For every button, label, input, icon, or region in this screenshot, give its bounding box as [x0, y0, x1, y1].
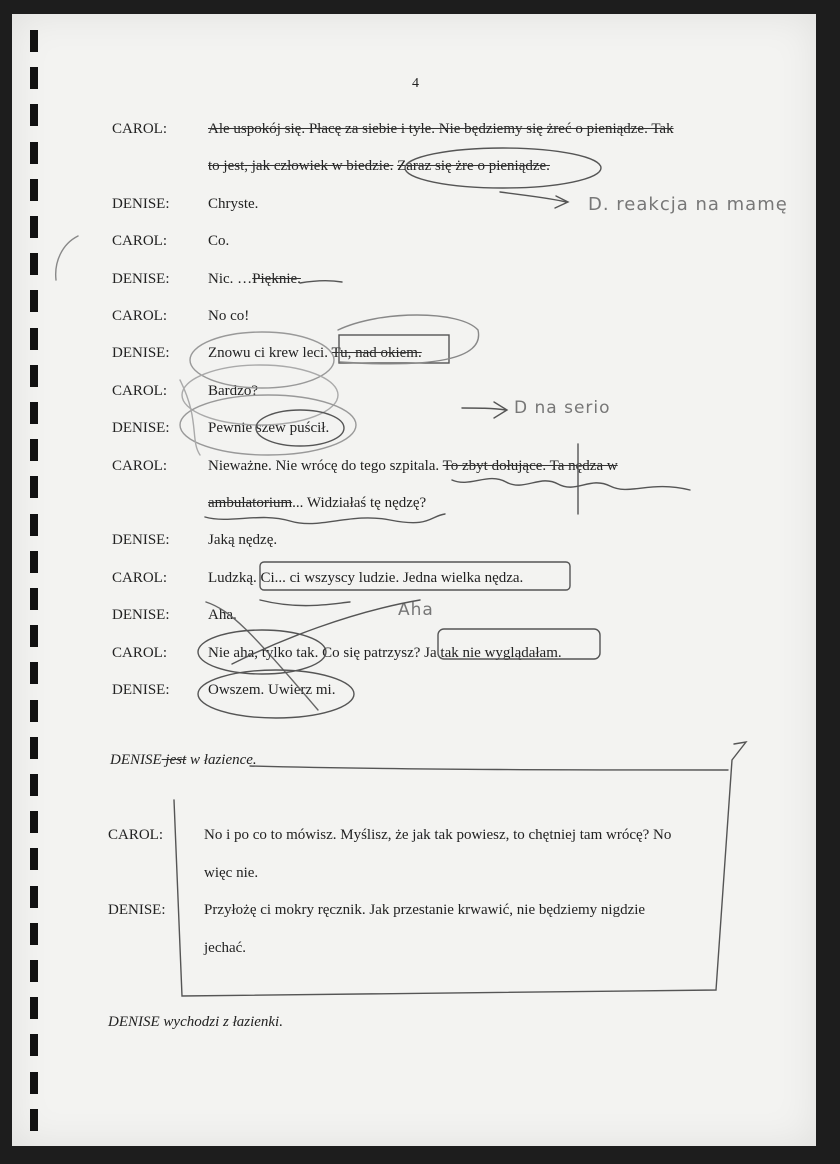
line-text: Nie aha, tylko tak. Co się patrzysz? Ja tak nie wyglądałam.	[208, 644, 562, 661]
dialogue-line	[208, 495, 426, 512]
stage-direction-rest: w łazience.	[186, 752, 257, 768]
dialogue-line	[208, 158, 550, 175]
speaker-label: DENISE:	[112, 345, 170, 362]
struck-text: Pięknie.	[252, 270, 301, 287]
line-text: ... Widziałaś tę nędzę?	[292, 495, 427, 511]
dialogue-line	[208, 420, 329, 437]
handwritten-note-serious: D na serio	[514, 398, 611, 418]
speaker-label: DENISE:	[112, 682, 170, 698]
struck-text: to jest, jak człowiek w biedzie.	[208, 158, 394, 175]
stage-direction-struck: jest	[161, 752, 187, 768]
struck-text: To zbyt dołujące. Ta nędza w	[442, 457, 618, 474]
dialogue-line	[208, 458, 618, 475]
line-text: Co.	[208, 233, 230, 250]
dialogue-line: więc nie.	[204, 864, 259, 881]
speaker-label: DENISE:	[112, 532, 170, 549]
page-number: 4	[412, 76, 419, 91]
speaker-label: CAROL:	[112, 457, 168, 474]
dialogue-line	[208, 121, 674, 138]
dialogue-line	[208, 383, 258, 400]
dialogue-line	[208, 308, 249, 325]
line-text: Bardzo?	[208, 382, 258, 399]
dialogue-line	[208, 196, 258, 213]
speaker-label: CAROL:	[112, 121, 168, 137]
struck-text: ambulatorium	[208, 495, 293, 511]
line-text: Ludzką. Ci... ci wszyscy ludzie. Jedna wielka nędza.	[208, 569, 524, 586]
speaker-label: CAROL:	[112, 382, 168, 399]
struck-text: Ale uspokój się. Płacę za siebie i tyle. Nie będziemy się żreć o pieniądze. Tak	[208, 121, 674, 137]
dialogue-line: jechać.	[204, 939, 247, 956]
dialogue-line	[208, 532, 277, 549]
line-text: Jaką nędzę.	[208, 532, 278, 549]
handwritten-note-aha: Aha	[398, 600, 434, 620]
line-text: Pewnie szew puścił.	[208, 420, 330, 437]
handwritten-note-reaction: D. reakcja na mamę	[588, 194, 788, 215]
stage-direction-name: DENISE	[110, 752, 162, 768]
dialogue-line	[208, 607, 237, 624]
line-text: No co!	[208, 308, 250, 324]
speaker-label: DENISE:	[112, 270, 170, 287]
speaker-label: CAROL:	[112, 308, 168, 324]
speaker-label: DENISE:	[112, 607, 170, 624]
dialogue-line: Przyłożę ci mokry ręcznik. Jak przestanie krwawić, nie będziemy nigdzie	[204, 902, 646, 918]
speaker-label: CAROL:	[112, 233, 168, 250]
dialogue-line	[208, 271, 301, 288]
line-text: Chryste.	[208, 195, 259, 212]
struck-text: Tu, nad okiem.	[331, 345, 422, 362]
speaker-label: DENISE:	[112, 195, 170, 212]
line-text: Aha.	[208, 607, 237, 624]
stage-direction	[110, 752, 257, 769]
dialogue-line: No i po co to mówisz. Myślisz, że jak tak powiesz, to chętniej tam wrócę? No	[204, 827, 672, 843]
speaker-label: DENISE:	[108, 902, 166, 918]
speaker-label: CAROL:	[112, 569, 168, 586]
dialogue-line	[208, 233, 229, 250]
speaker-label: CAROL:	[112, 644, 168, 661]
stage-direction-exit: DENISE wychodzi z łazienki.	[108, 1014, 283, 1030]
struck-text: Zaraz się żre o pieniądze.	[397, 158, 550, 175]
line-text: Nic. …	[208, 270, 253, 287]
dialogue-line	[208, 682, 335, 699]
line-text: Owszem. Uwierz mi.	[208, 682, 336, 698]
speaker-label: CAROL:	[108, 827, 164, 843]
line-text: Znowu ci krew leci.	[208, 345, 332, 362]
speaker-label: DENISE:	[112, 420, 170, 437]
dialogue-line	[208, 570, 523, 587]
dialogue-line	[208, 645, 562, 662]
dialogue-line	[208, 345, 422, 362]
line-text: Nieważne. Nie wrócę do tego szpitala.	[208, 457, 443, 474]
